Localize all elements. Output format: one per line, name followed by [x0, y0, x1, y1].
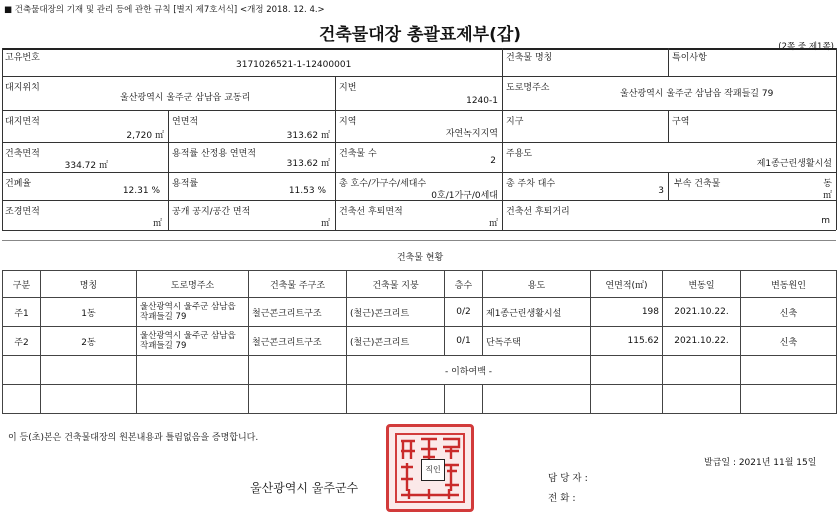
th-use: 용도	[483, 271, 591, 298]
cell-road-address: 울산광역시 울주군 삼남읍 작괘들길 79	[137, 298, 249, 327]
cell-change-date: 2021.10.22.	[663, 298, 741, 327]
open-space-unit: ㎡	[320, 219, 330, 229]
th-change-date: 변동일	[663, 271, 741, 298]
annex-count: 동	[823, 179, 832, 189]
road-label: 도로명주소	[506, 83, 550, 93]
bldg-count-value: 2	[490, 156, 496, 166]
road-value: 울산광역시 울주군 삼남읍 작괘들길 79	[620, 89, 774, 99]
parking-label: 총 주차 대수	[506, 179, 556, 189]
setback-dist-unit: m	[821, 216, 830, 226]
certify-text: 이 등(초)본은 건축물대장의 원본내용과 틀림없음을 증명합니다.	[8, 433, 259, 443]
setback-area-label: 건축선 후퇴면적	[339, 207, 403, 217]
issue-date: 발급일 : 2021년 11월 15일	[704, 458, 817, 468]
cell-roof: (철근)콘크리트	[347, 327, 445, 356]
bldg-area-value: 334.72 ㎡	[64, 161, 108, 171]
cell-roof: (철근)콘크리트	[347, 298, 445, 327]
parking-value: 3	[658, 186, 664, 196]
official-seal-image	[386, 424, 474, 512]
seal-text: 직인	[421, 459, 445, 481]
sector-label: 구역	[672, 117, 690, 127]
table-header-row	[3, 271, 837, 298]
page-title: 건축물대장 총괄표제부(갑)	[318, 25, 522, 45]
special-label: 특이사항	[672, 53, 707, 63]
th-roof: 건축물 지붕	[347, 271, 445, 298]
cell-floors: 0/2	[445, 298, 483, 327]
bldg-area-label: 건축면적	[5, 149, 40, 159]
table-row	[3, 385, 837, 414]
building-status-table	[2, 270, 837, 414]
district-label: 지구	[506, 117, 524, 127]
staff-label: 담 당 자 :	[548, 473, 588, 484]
far-label: 용적률	[172, 179, 199, 189]
far-value: 11.53 %	[288, 186, 326, 196]
bcr-label: 건폐율	[5, 179, 32, 189]
far-area-value: 313.62 ㎡	[286, 159, 330, 169]
lot-value: 1240-1	[466, 96, 498, 106]
far-area-label: 용적률 산정용 연면적	[172, 149, 256, 159]
setback-dist-label: 건축선 후퇴거리	[506, 207, 570, 217]
cell-total-area: 198	[591, 298, 663, 327]
issuer-name: 울산광역시 울주군수	[250, 481, 359, 495]
cell-road-address: 울산광역시 울주군 삼남읍 작괘들길 79	[137, 327, 249, 356]
unique-no-label: 고유번호	[5, 53, 40, 63]
th-total-area: 연면적(㎡)	[591, 271, 663, 298]
status-title: 건축물 현황	[396, 253, 444, 263]
cell-structure: 철근콘크리트구조	[249, 298, 347, 327]
cell-change-date: 2021.10.22.	[663, 327, 741, 356]
annex-area: ㎡	[822, 191, 832, 201]
th-structure: 건축물 주구조	[249, 271, 347, 298]
th-name: 명칭	[41, 271, 137, 298]
total-area-label: 연면적	[172, 117, 199, 127]
zone-label: 지역	[339, 117, 357, 127]
main-use-label: 주용도	[506, 149, 533, 159]
bldg-name-label: 건축물 명칭	[506, 53, 553, 63]
cell-division: 주2	[3, 327, 41, 356]
cell-name: 1동	[41, 298, 137, 327]
phone-label: 전 화 :	[548, 493, 576, 504]
units-label: 총 호수/가구수/세대수	[339, 179, 427, 189]
cell-use: 단독주택	[483, 327, 591, 356]
cell-total-area: 115.62	[591, 327, 663, 356]
th-road-address: 도로명주소	[137, 271, 249, 298]
cell-name: 2동	[41, 327, 137, 356]
th-change-reason: 변동원인	[741, 271, 837, 298]
table-row	[3, 298, 837, 327]
end-note: - 이하여백 -	[347, 356, 591, 385]
th-division: 구분	[3, 271, 41, 298]
units-value: 0호/1가구/0세대	[431, 191, 498, 201]
zone-value: 자연녹지지역	[445, 129, 498, 139]
annex-label: 부속 건축물	[674, 179, 721, 189]
cell-use: 제1종근린생활시설	[483, 298, 591, 327]
bcr-value: 12.31 %	[122, 186, 160, 196]
table-row	[3, 327, 837, 356]
cell-change-reason: 신축	[741, 327, 837, 356]
location-label: 대지위치	[5, 83, 40, 93]
lot-label: 지번	[339, 83, 357, 93]
main-use-value: 제1종근린생활시설	[756, 159, 832, 169]
cell-division: 주1	[3, 298, 41, 327]
th-floors: 층수	[445, 271, 483, 298]
page-indicator: (2쪽 중 제1쪽)	[778, 42, 834, 52]
setback-area-unit: ㎡	[488, 219, 498, 229]
site-area-value: 2,720 ㎡	[126, 131, 164, 141]
landscape-label: 조경면적	[5, 207, 40, 217]
site-area-label: 대지면적	[5, 117, 40, 127]
table-row	[3, 356, 837, 385]
cell-change-reason: 신축	[741, 298, 837, 327]
form-note: ■ 건축물대장의 기재 및 관리 등에 관한 규칙 [별지 제7호서식] <개정 2018. 12. 4.>	[4, 5, 325, 15]
total-area-value: 313.62 ㎡	[286, 131, 330, 141]
location-value: 울산광역시 울주군 삼남읍 교동리	[120, 93, 251, 103]
cell-structure: 철근콘크리트구조	[249, 327, 347, 356]
cell-floors: 0/1	[445, 327, 483, 356]
bldg-count-label: 건축물 수	[339, 149, 377, 159]
unique-no-value: 3171026521-1-12400001	[236, 60, 352, 70]
open-space-label: 공개 공지/공간 면적	[172, 207, 251, 217]
landscape-unit: ㎡	[152, 219, 162, 229]
